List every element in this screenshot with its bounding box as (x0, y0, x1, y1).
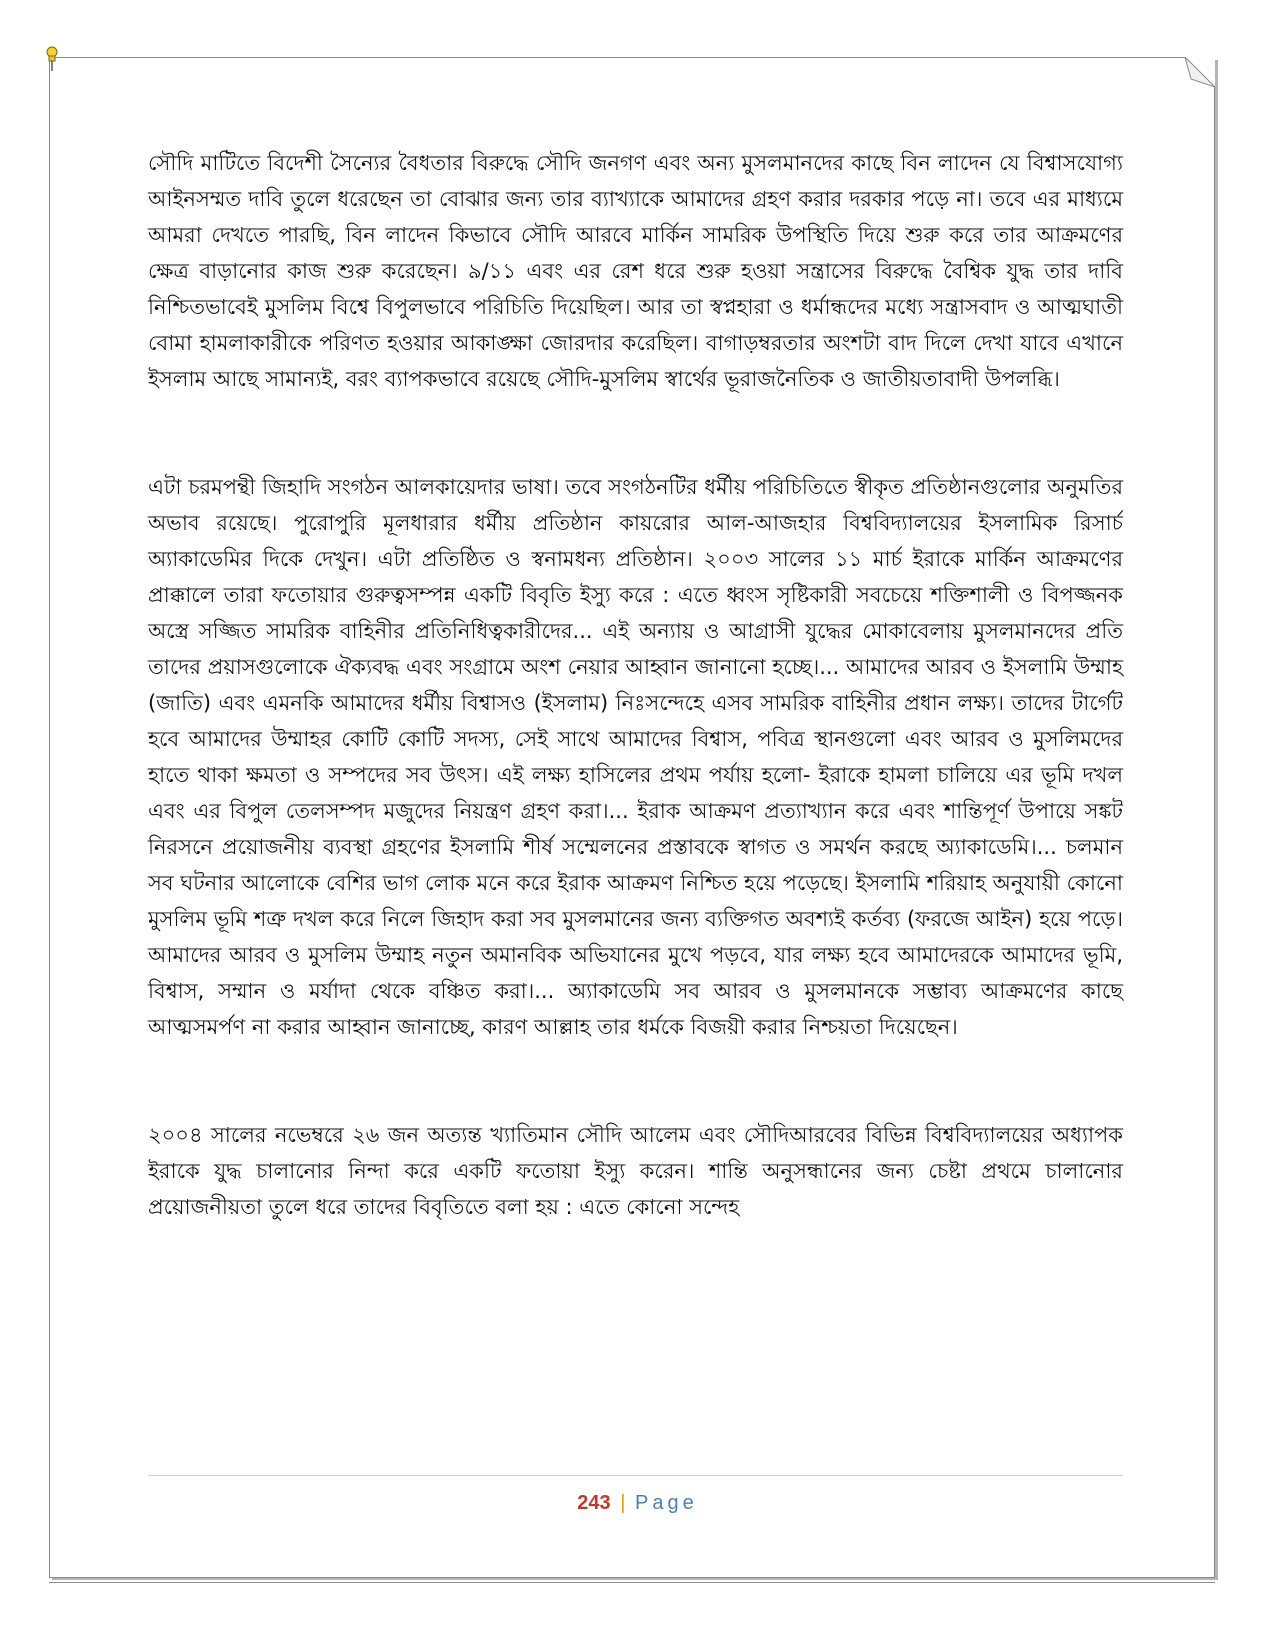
pushpin-icon (42, 46, 62, 72)
page-fold-icon (1185, 57, 1215, 87)
page-label: Page (634, 1492, 698, 1514)
paragraph: ২০০৪ সালের নভেম্বরে ২৬ জন অত্যন্ত খ্যাতিমান সৌদি আলেম এবং সৌদিআরবের বিভিন্ন বিশ্ববিদ্যালয়ের অধ্যাপক ইরাকে যুদ্ধ চালানোর নিন্দা করে একটি ফতোয়া ইস্যু করেন। শান্তি অনুসন্ধানের জন্য চেষ্টা প্রথমে চালানোর প্রয়োজনীয়তা তুলে ধরে তাদের বিবৃতিতে বলা হয় : এতে কোনো সন্দেহ (148, 1123, 1123, 1219)
page-bottom-edge (49, 1577, 1215, 1583)
footer-divider (148, 1475, 1123, 1476)
page-number: 243 (577, 1492, 611, 1514)
paragraph: এটা চরমপন্থী জিহাদি সংগঠন আলকায়েদার ভাষা। তবে সংগঠনটির ধর্মীয় পরিচিতিতে স্বীকৃত প্রতিষ্ঠানগুলোর অনুমতির অভাব রয়েছে। পুরোপুরি মূলধারার ধর্মীয় প্রতিষ্ঠান কায়রোর আল-আজহার বিশ্ববিদ্যালয়ের ইসলামিক রিসার্চ অ্যাকাডেমির দিকে দেখুন। এটা প্রতিষ্ঠিত ও স্বনামধন্য প্রতিষ্ঠান। ২০০৩ সালের ১১ মার্চ ইরাকে মার্কিন আক্রমণের প্রাক্কালে তারা ফতোয়ার গুরুত্বসম্পন্ন একটি বিবৃতি ইস্যু করে : এতে ধ্বংস সৃষ্টিকারী সবচেয়ে শক্তিশালী ও বিপজ্জনক অস্ত্রে সজ্জিত সামরিক বাহিনীর প্রতিনিধিত্বকারীদের... এই অন্যায় ও আগ্রাসী যুদ্ধের মোকাবেলায় মুসলমানদের প্রতি তাদের প্রয়াসগুলোকে ঐক্যবদ্ধ এবং সংগ্রামে অংশ নেয়ার আহ্বান জানানো হচ্ছে।... আমাদের আরব ও ইসলামি উম্মাহ (জাতি) এবং এমনকি আমাদের ধর্মীয় বিশ্বাসও (ইসলাম) নিঃসন্দেহে এসব সামরিক বাহিনীর প্রধান লক্ষ্য। তাদের টার্গেট হবে আমাদের উম্মাহর কোটি কোটি সদস্য, সেই সাথে আমাদের বিশ্বাস, পবিত্র স্থানগুলো এবং আরব ও মুসলিমদের হাতে থাকা ক্ষমতা ও সম্পদের সব উৎস। এই লক্ষ্য হাসিলের প্রথম পর্যায় হলো- ইরাকে হামলা চালিয়ে এর ভূমি দখল এবং এর বিপুল তেলসম্পদ মজুদের নিয়ন্ত্রণ গ্রহণ করা।... ইরাক আক্রমণ প্রত্যাখ্যান করে এবং শান্তিপূর্ণ উপায়ে সঙ্কট নিরসনে প্রয়োজনীয় ব্যবস্থা গ্রহণের ইসলামি শীর্ষ সম্মেলনের প্রস্তাবকে স্বাগত ও সমর্থন করছে অ্যাকাডেমি।... চলমান সব ঘটনার আলোকে বেশির ভাগ লোক মনে করে ইরাক আক্রমণ নিশ্চিত হয়ে পড়েছে। ইসলামি শরিয়াহ অনুযায়ী কোনো মুসলিম ভূমি শত্রু দখল করে নিলে জিহাদ করা সব মুসলমানের জন্য ব্যক্তিগত অবশ্যই কর্তব্য (ফরজে আইন) হয়ে পড়ে। আমাদের আরব ও মুসলিম উম্মাহ নতুন অমানবিক অভিযানের মুখে পড়বে, যার লক্ষ্য হবে আমাদেরকে আমাদের ভূমি, বিশ্বাস, সম্মান ও মর্যাদা থেকে বঞ্চিত করা।... অ্যাকাডেমি সব আরব ও মুসলমানকে সম্ভাব্য আক্রমণের কাছে আত্মসমর্পণ না করার আহ্বান জানাচ্ছে, কারণ আল্লাহ তার ধর্মকে বিজয়ী করার নিশ্চয়তা দিয়েছেন। (148, 475, 1123, 1039)
document-body (148, 145, 1123, 1225)
footer-separator: | (620, 1492, 626, 1514)
paragraph: সৌদি মাটিতে বিদেশী সৈন্যের বৈধতার বিরুদ্ধে সৌদি জনগণ এবং অন্য মুসলমানদের কাছে বিন লাদেন যে বিশ্বাসযোগ্য আইনসম্মত দাবি তুলে ধরেছেন তা বোঝার জন্য তার ব্যাখ্যাকে আমাদের গ্রহণ করার দরকার পড়ে না। তবে এর মাধ্যমে আমরা দেখতে পারছি, বিন লাদেন কিভাবে সৌদি আরবে মার্কিন সামরিক উপস্থিতি দিয়ে শুরু করে তার আক্রমণের ক্ষেত্র বাড়ানোর কাজ শুরু করেছেন। ৯/১১ এবং এর রেশ ধরে শুরু হওয়া সন্ত্রাসের বিরুদ্ধে বৈশ্বিক যুদ্ধ তার দাবি নিশ্চিতভাবেই মুসলিম বিশ্বে বিপুলভাবে পরিচিতি দিয়েছিল। আর তা স্বপ্নহারা ও ধর্মান্ধদের মধ্যে সন্ত্রাসবাদ ও আত্মঘাতী বোমা হামলাকারীকে পরিণত হওয়ার আকাঙ্ক্ষা জোরদার করেছিল। বাগাড়ম্বরতার অংশটা বাদ দিলে দেখা যাবে এখানে ইসলাম আছে সামান্যই, বরং ব্যাপকভাবে রয়েছে সৌদি-মুসলিম স্বার্থের ভূরাজনৈতিক ও জাতীয়তাবাদী উপলব্ধি। (148, 151, 1123, 391)
page-footer (0, 1492, 1275, 1515)
